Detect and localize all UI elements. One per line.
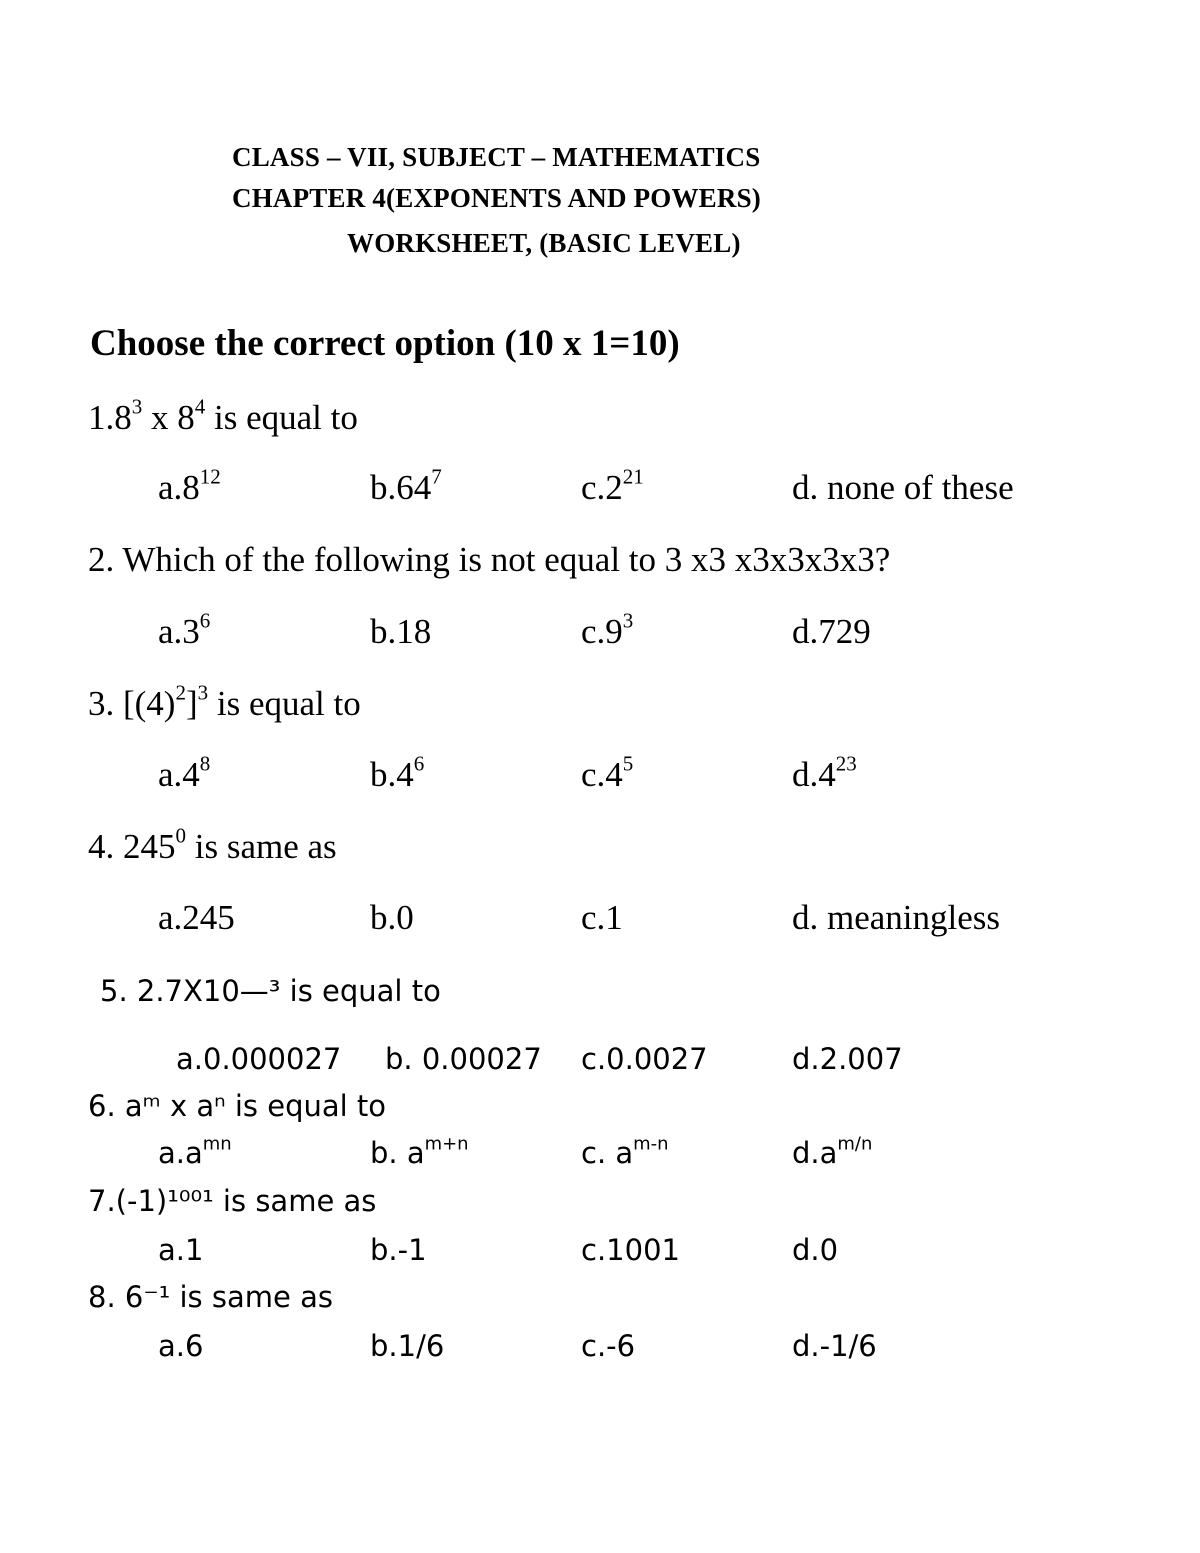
q4-option-b: b.0: [370, 898, 414, 937]
q2-option-b: b.18: [370, 612, 432, 651]
q6-option-c: c. $a^{m-n}$: [581, 1133, 669, 1170]
q1-option-d: d. none of these: [792, 468, 1014, 507]
question-1: $1.8^3$ x $8^4$ is equal to: [88, 394, 358, 437]
q2-option-d: d.729: [792, 612, 871, 651]
q4-option-a: a.245: [158, 898, 235, 937]
q5-option-a: a.0.000027: [176, 1042, 342, 1076]
q6-option-a: $a.a^{mn}$: [158, 1133, 232, 1170]
question-2: 2. Which of the following is not equal to 3 x3 x3x3x3x3?: [88, 540, 891, 579]
question-5: 5. 2.7X10—³ is equal to: [100, 974, 441, 1008]
q7-option-b: b.-1: [370, 1233, 427, 1267]
question-7: 7.(-1)¹⁰⁰¹ is same as: [88, 1184, 377, 1218]
q3-option-b: $b.4^6$: [370, 751, 425, 794]
q7-option-a: a.1: [158, 1233, 204, 1267]
q5-option-d: d.2.007: [792, 1042, 903, 1076]
q8-option-d: d.-1/6: [792, 1329, 877, 1363]
q7-option-c: c.1001: [581, 1233, 680, 1267]
header-worksheet: WORKSHEET, (BASIC LEVEL): [347, 228, 741, 258]
q1-option-a: $a.8^{12}$: [158, 464, 221, 507]
q2-option-a: $a.3^6$: [158, 608, 211, 651]
q2-option-c: $c.9^3$: [581, 608, 634, 651]
section-title: Choose the correct option (10 x 1=10): [90, 323, 680, 364]
q3-option-d: $d.4^{23}$: [792, 751, 857, 794]
header-class-subject: CLASS – VII, SUBJECT – MATHEMATICS: [232, 142, 761, 172]
q8-option-b: b.1/6: [370, 1329, 445, 1363]
q3-option-a: $a.4^8$: [158, 751, 211, 794]
q5-option-b: b. 0.00027: [385, 1042, 542, 1076]
q6-option-d: $d.a^{m/n}$: [792, 1133, 873, 1170]
q4-option-d: d. meaningless: [792, 898, 1001, 937]
q3-option-c: $c.4^5$: [581, 751, 634, 794]
question-6: 6. aᵐ x aⁿ is equal to: [88, 1089, 387, 1123]
q7-option-d: d.0: [792, 1233, 839, 1267]
header-chapter: CHAPTER 4(EXPONENTS AND POWERS): [232, 183, 761, 213]
q8-option-a: a.6: [158, 1329, 204, 1363]
question-4: 4. $245^0$ is same as: [88, 823, 337, 866]
question-3: 3. $[(4)^2]^3$ is equal to: [88, 680, 361, 723]
q4-option-c: c.1: [581, 898, 623, 937]
question-8: 8. 6⁻¹ is same as: [88, 1280, 333, 1314]
q1-option-c: $c.2^{21}$: [581, 464, 644, 507]
q6-option-b: b. $a^{m+n}$: [370, 1133, 469, 1170]
q8-option-c: c.-6: [581, 1329, 636, 1363]
q5-option-c: c.0.0027: [581, 1042, 708, 1076]
q1-option-b: $b.64^7$: [370, 464, 442, 507]
